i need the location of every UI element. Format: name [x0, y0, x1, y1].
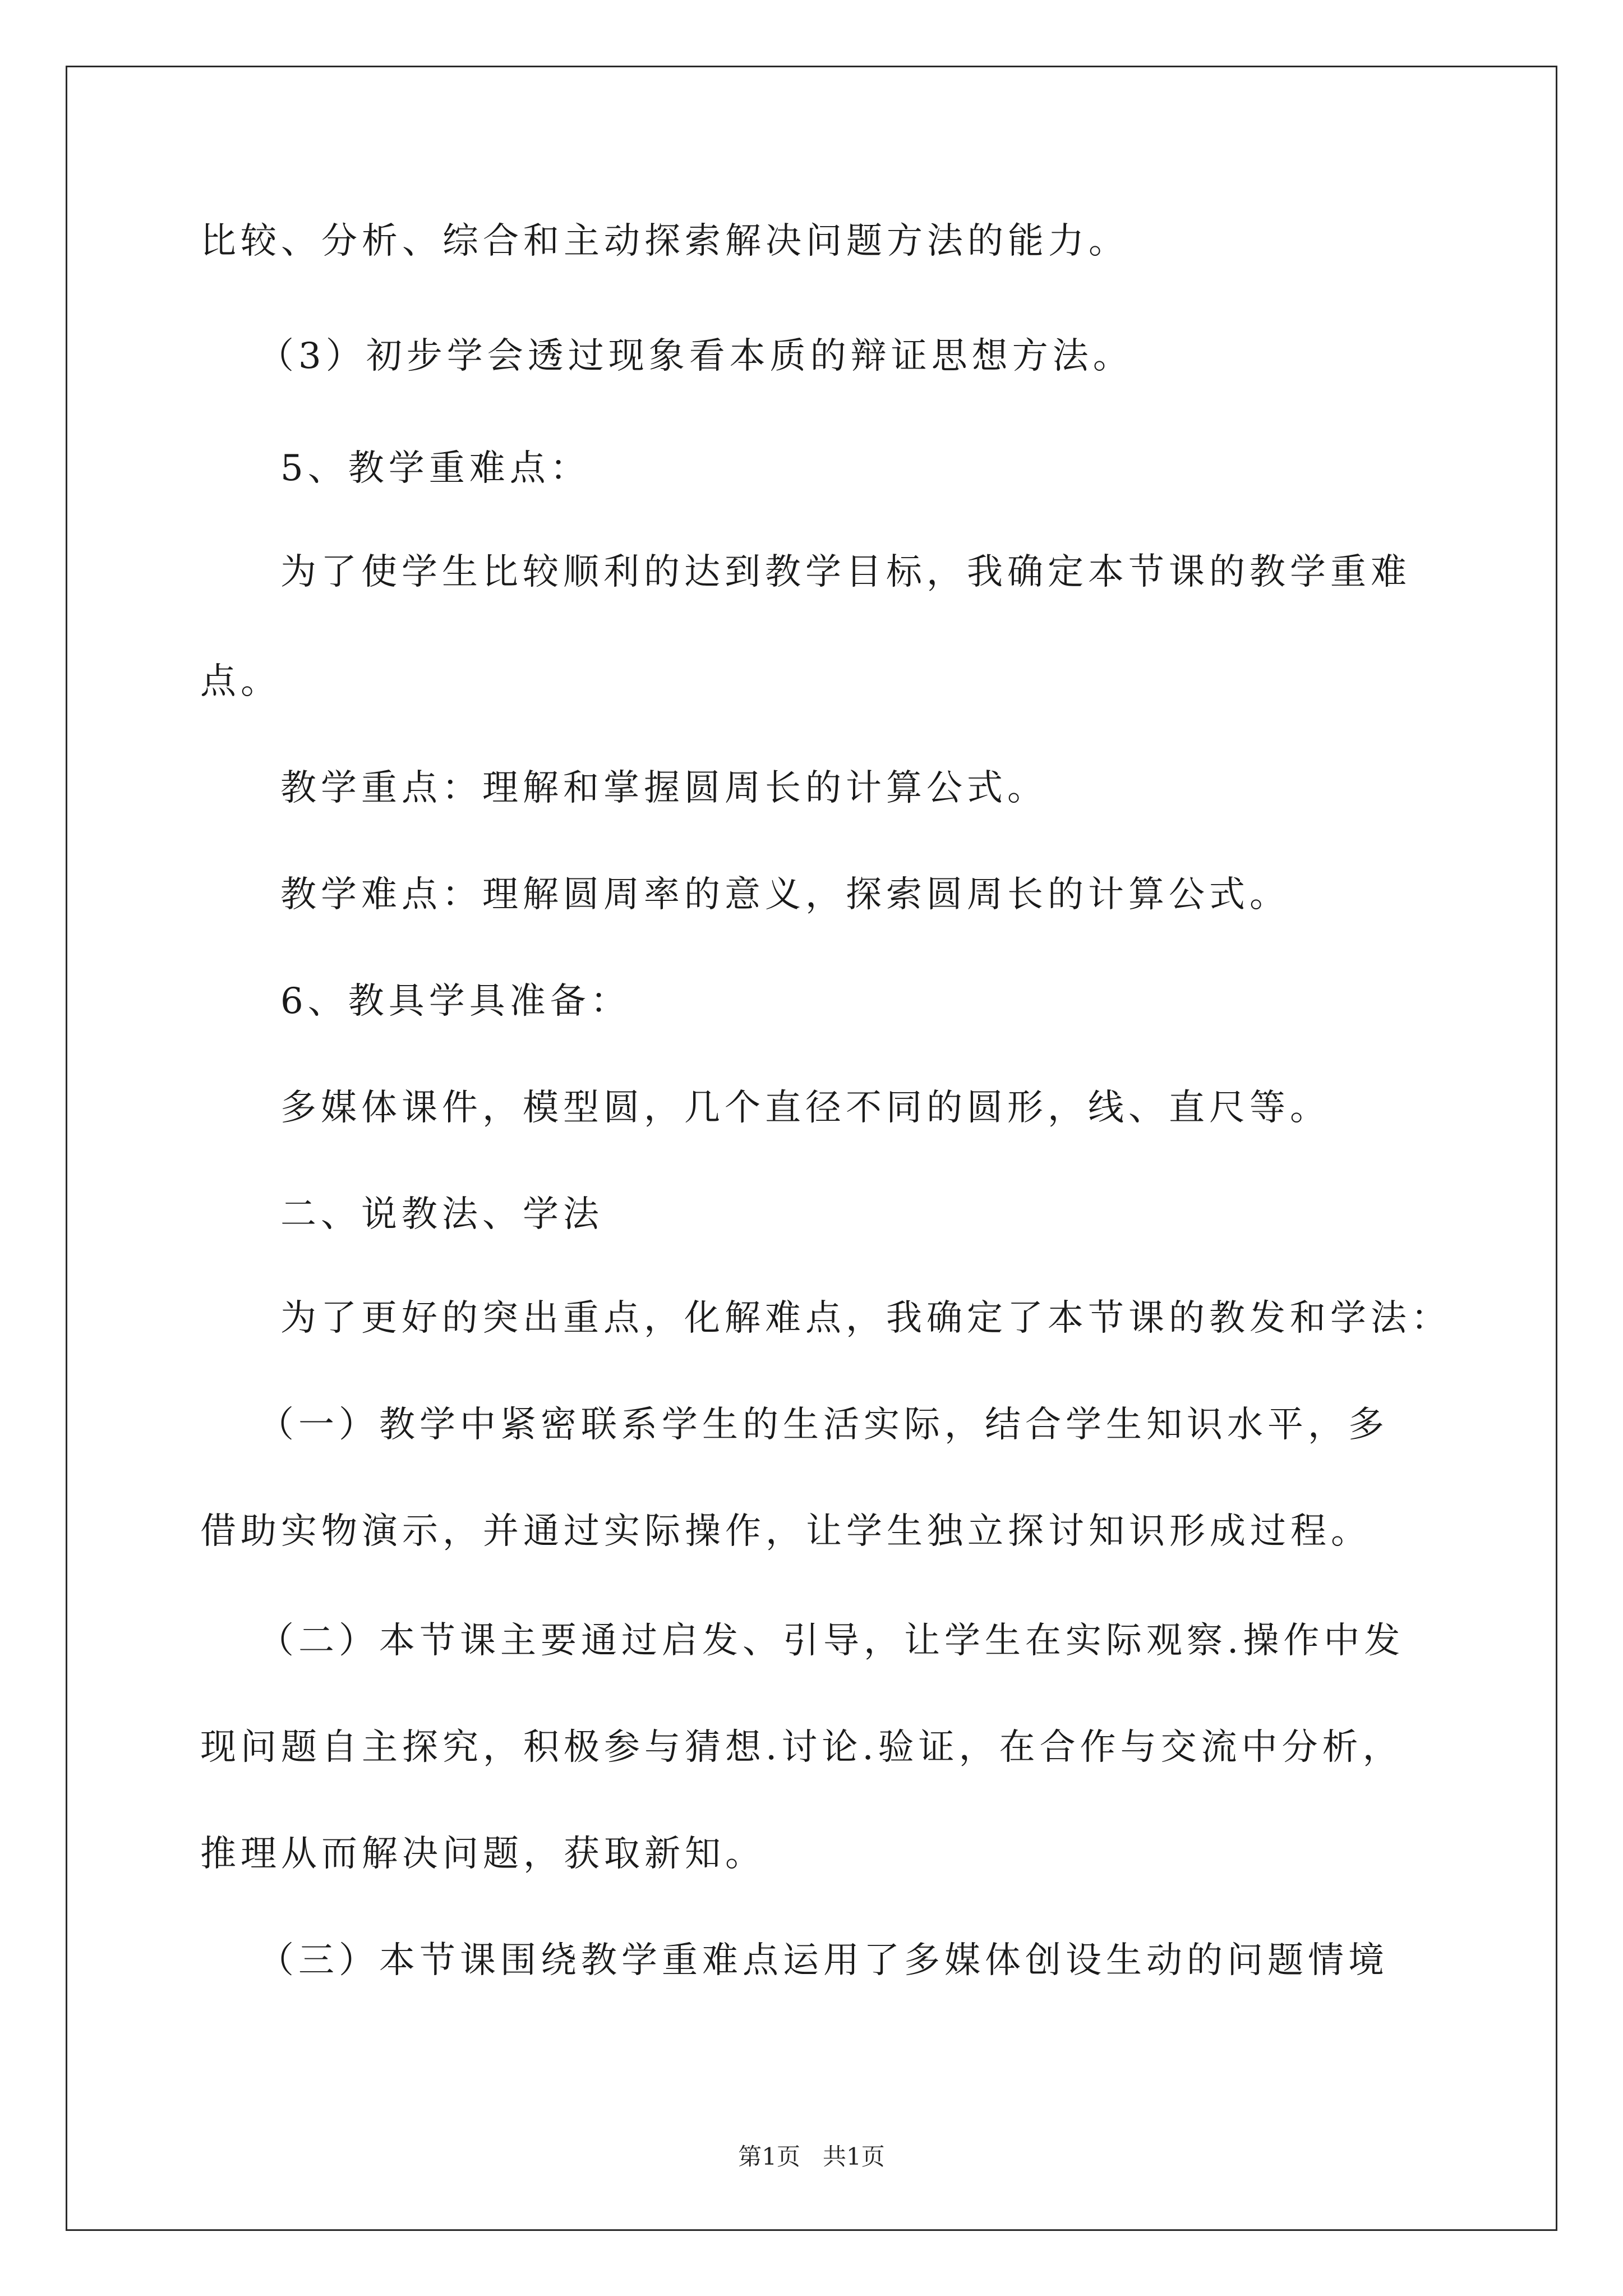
section-heading-6: 6、教具学具准备：: [280, 981, 631, 1022]
paragraph-line-9: 多媒体课件，模型圆，几个直径不同的圆形，线、直尺等。: [280, 1087, 1330, 1129]
paragraph-line-6: 教学重点：理解和掌握圆周长的计算公式。: [280, 767, 1048, 809]
paragraph-line-11: 为了更好的突出重点，化解难点，我确定了本节课的教发和学法：: [280, 1297, 1451, 1339]
paragraph-line-12: （一）教学中紧密联系学生的生活实际，结合学生知识水平，多: [258, 1404, 1389, 1446]
section-heading-5: 5、教学重难点：: [280, 448, 591, 489]
paragraph-line-5: 点。: [200, 661, 281, 702]
paragraph-line-1: 比较、分析、综合和主动探索解决问题方法的能力。: [200, 220, 1129, 262]
paragraph-line-17: （三）本节课围绕教学重难点运用了多媒体创设生动的问题情境: [258, 1940, 1389, 1981]
paragraph-line-7: 教学难点：理解圆周率的意义，探索圆周长的计算公式。: [280, 874, 1290, 915]
paragraph-line-16: 推理从而解决问题，获取新知。: [200, 1833, 766, 1875]
section-heading-2: 二、说教法、学法: [280, 1194, 603, 1235]
page-footer: 第1页 共1页: [738, 2143, 885, 2170]
paragraph-line-14: （二）本节课主要通过启发、引导，让学生在实际观察.操作中发: [258, 1620, 1405, 1662]
paragraph-line-15: 现问题自主探究，积极参与猜想.讨论.验证，在合作与交流中分析，: [200, 1727, 1403, 1768]
page-border: [66, 66, 1557, 2231]
paragraph-line-2: （3）初步学会透过现象看本质的辩证思想方法。: [258, 335, 1133, 377]
paragraph-line-4: 为了使学生比较顺利的达到教学目标，我确定本节课的教学重难: [280, 551, 1411, 593]
paragraph-line-13: 借助实物演示，并通过实际操作，让学生独立探讨知识形成过程。: [200, 1511, 1371, 1552]
